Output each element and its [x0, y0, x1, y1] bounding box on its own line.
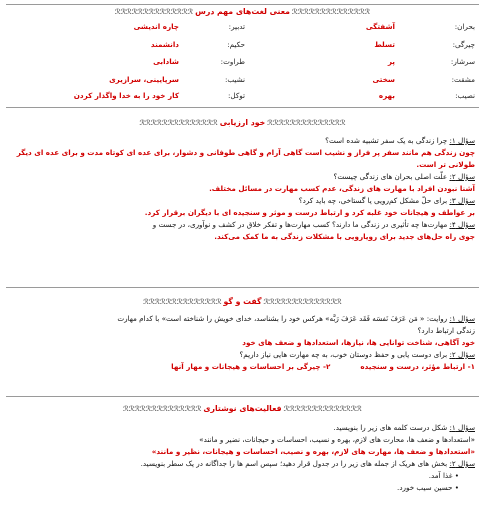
question-number: سؤال ۲: — [449, 459, 475, 468]
ornament-right: ℛℛℛℛℛℛℛℛℛℛℛℛℛℛ — [267, 119, 346, 127]
sentence-text: غذا آمد. — [428, 471, 453, 480]
vocab-term: تدبیر: — [228, 22, 245, 31]
vocab-section-title — [6, 7, 479, 19]
vocab-table — [10, 20, 475, 102]
question — [10, 195, 475, 207]
answer-part: ۱- ارتباط مؤثر، درست و سنجیده — [360, 362, 475, 371]
self-section-title — [6, 118, 479, 130]
vocab-term: طراوت: — [220, 57, 245, 66]
talk-title-text: گفت و گو — [223, 297, 262, 306]
vocab-term: مشقت: — [451, 75, 475, 84]
sentence-item: • غذا آمد. — [428, 471, 459, 480]
ornament-left: ℛℛℛℛℛℛℛℛℛℛℛℛℛℛ — [143, 298, 222, 306]
vocab-row — [10, 91, 475, 105]
vocab-meaning: چاره اندیشی — [133, 22, 179, 31]
vocab-term: بحران: — [454, 22, 475, 31]
question-text: مهارت‌ها چه تأثیری در زندگی ما دارند؟ کسب مهارت‌ها و تفکر خلاق در کشف و نوآوری، در جست و — [152, 220, 450, 229]
question-text: روایت: « مَن عَرَفَ نَفسَه فَقَد عَرَفَ رَبَّه» هرکس خود را بشناسد، خدای خویش را شناخته است» با کدام مهارت — [117, 314, 450, 323]
question — [10, 171, 475, 183]
writing-section-title — [6, 404, 479, 416]
vocab-meaning: شادابی — [153, 57, 179, 66]
vocab-row — [10, 75, 475, 89]
ornament-left: ℛℛℛℛℛℛℛℛℛℛℛℛℛℛ — [114, 8, 194, 16]
question-number: سؤال ۱: — [449, 136, 475, 145]
word-list: «استعدادها و ضعف ها، محارت های لازم، بهره و نسیب، احساسات و حیجانات، نضیر و مانند» — [199, 435, 475, 444]
ornament-right: ℛℛℛℛℛℛℛℛℛℛℛℛℛℛ — [283, 405, 362, 413]
self-assessment-block — [10, 135, 475, 243]
question-number: سؤال ۲: — [449, 172, 475, 181]
question-number: سؤال ۴: — [449, 220, 475, 229]
question-text: شکل درست کلمه های زیر را بنویسید. — [333, 423, 450, 432]
vocab-row — [10, 40, 475, 54]
answer: خود آگاهی، شناخت توانایی ها، نیازها، استعدادها و ضعف های خود — [242, 338, 475, 347]
section-divider — [6, 107, 479, 108]
question — [10, 349, 475, 361]
question — [10, 135, 475, 147]
question-number: سؤال ۱: — [449, 314, 475, 323]
vocab-meaning: پر — [387, 57, 395, 66]
ornament-right: ℛℛℛℛℛℛℛℛℛℛℛℛℛℛ — [263, 298, 342, 306]
vocab-term: نصیب: — [455, 91, 475, 100]
self-title-text: خود ارزیابی — [219, 118, 266, 127]
vocab-row — [10, 22, 475, 36]
vocab-term: حکیم: — [227, 40, 245, 49]
question-number: سؤال ۲: — [449, 350, 475, 359]
answer-part: ۲- چیرگی بر احساسات و هیجانات و مهار آنها — [171, 362, 331, 371]
vocab-meaning: دانشمند — [150, 40, 179, 49]
question — [10, 458, 475, 470]
question — [10, 219, 475, 231]
question-text: علّت اصلی بحران های زندگی چیست؟ — [333, 172, 450, 181]
question — [10, 313, 475, 325]
sentence-text: حسین سیب خورد. — [397, 483, 453, 492]
question-text: برای حلّ مشکل کم‌رویی یا گستاخی، چه باید کرد؟ — [298, 196, 450, 205]
top-divider — [6, 4, 479, 5]
question-number: سؤال ۳: — [449, 196, 475, 205]
question-number: سؤال ۱: — [449, 423, 475, 432]
vocab-row — [10, 57, 475, 71]
answer — [10, 361, 475, 373]
vocab-meaning: آشفتگی — [365, 22, 395, 31]
question-text: چرا زندگی به یک سفر تشبیه شده است؟ — [325, 136, 450, 145]
ornament-right: ℛℛℛℛℛℛℛℛℛℛℛℛℛℛ — [291, 8, 371, 16]
answer: جوی راه حل‌های جدید برای رویارویی با مشکلات زندگی به ما کمک می‌کند. — [214, 232, 475, 241]
discussion-block — [10, 313, 475, 373]
vocab-meaning: سختی — [372, 75, 395, 84]
vocab-meaning: بهره — [378, 91, 395, 100]
writing-title-text: فعالیت‌های نوشتاری — [203, 404, 282, 413]
question — [10, 422, 475, 434]
section-divider — [6, 396, 479, 397]
vocab-term: سرشار: — [450, 57, 475, 66]
question-text: بخش های هریک از جمله های زیر را در جدول قرار دهید؛ سپس اسم ها را جداگانه در یک سطر بنویسید. — [140, 459, 450, 468]
vocab-meaning: تسلط — [374, 40, 395, 49]
ornament-left: ℛℛℛℛℛℛℛℛℛℛℛℛℛℛ — [123, 405, 202, 413]
talk-section-title — [6, 297, 479, 309]
vocab-term: نشیب: — [224, 75, 245, 84]
answer: بر عواطف و هیجانات خود غلبه کرد و ارتباط درست و موثر و سنجیده ای با دیگران برقرار کرد. — [144, 208, 475, 217]
vocab-meaning: سرپایینی، سرازیری — [109, 75, 179, 84]
question-text: برای دوست یابی و حفظ دوستان خوب، به چه مهارت هایی نیاز داریم؟ — [239, 350, 450, 359]
vocab-term: چیرگی: — [452, 40, 475, 49]
answer: «استعدادها و ضعف ها، مهارت های لازم، بهره و نصیب، احساسات و هیجانات، نظیر و مانند» — [151, 447, 475, 456]
vocab-title-text: معنی لغت‌های مهم درس — [195, 7, 290, 16]
answer: آشنا نبودن افراد با مهارت های زندگی، عدم کسب مهارت در مسائل مختلف. — [209, 184, 475, 193]
question-continuation: زندگی ارتباط دارد؟ — [417, 326, 475, 335]
vocab-term: توکل: — [227, 91, 245, 100]
section-divider — [6, 287, 479, 288]
vocab-meaning: کار خود را به خدا واگذار کردن — [73, 91, 179, 100]
sentence-item: • حسین سیب خورد. — [397, 483, 459, 492]
ornament-left: ℛℛℛℛℛℛℛℛℛℛℛℛℛℛ — [139, 119, 218, 127]
answer: چون زندگی هم مانند سفر پر فراز و نشیب است گاهی آرام و گاهی طوفانی و دشوار، برای عده ای کوتاه مدت و برای عده ای دیگر طولانی تر است. — [16, 148, 475, 169]
writing-block — [10, 422, 475, 494]
